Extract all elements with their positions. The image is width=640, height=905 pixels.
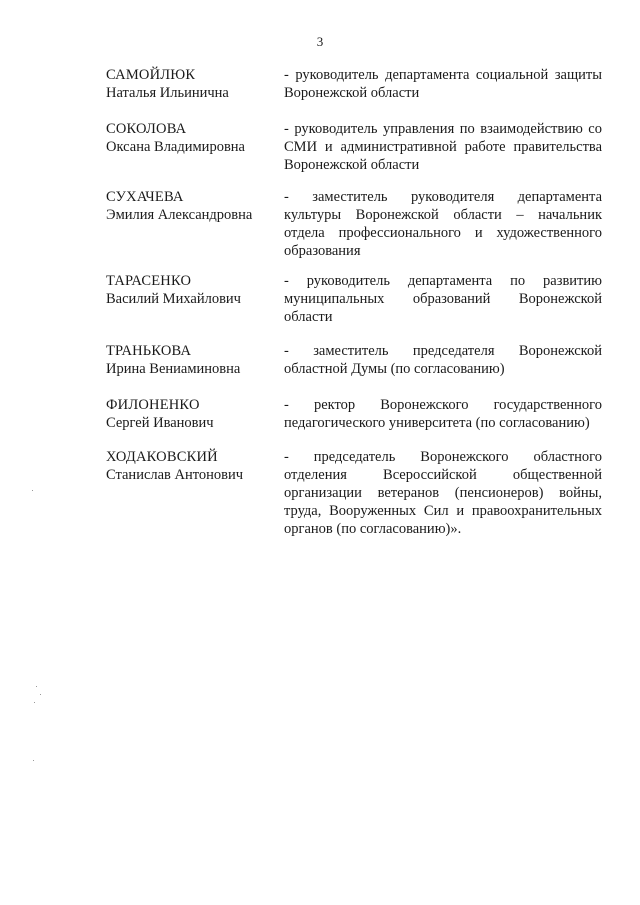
member-name [106, 396, 286, 432]
scan-speck [34, 702, 35, 703]
member-given-names: Ирина Вениаминовна [106, 361, 241, 377]
member-given-names: Сергей Иванович [106, 415, 214, 431]
role-line: отдела профессионального и художественного [284, 225, 602, 241]
role-line: - ректор Воронежского государственного [284, 397, 602, 413]
page-number: 3 [316, 34, 324, 49]
member-name [106, 272, 286, 308]
role-line: органов (по согласованию)». [284, 521, 462, 537]
role-line: области [284, 309, 333, 325]
member-role [284, 66, 602, 102]
role-line: СМИ и административной работе правительства [284, 139, 602, 155]
member-surname: САМОЙЛЮК [106, 67, 196, 83]
member-given-names: Василий Михайлович [106, 291, 241, 307]
role-line: культуры Воронежской области – начальник [284, 207, 602, 223]
role-line: Воронежской области [284, 157, 420, 173]
member-role [284, 120, 602, 174]
member-name [106, 120, 286, 156]
role-line: труда, Вооруженных Сил и правоохранительных [284, 503, 602, 519]
member-role [284, 272, 602, 326]
role-line: - заместитель председателя Воронежской [284, 343, 602, 359]
role-line: - руководитель департамента социальной защиты [284, 67, 602, 83]
member-surname: СОКОЛОВА [106, 121, 187, 137]
member-surname: ФИЛОНЕНКО [106, 397, 200, 413]
member-role [284, 342, 602, 378]
member-role [284, 448, 602, 538]
member-surname: ХОДАКОВСКИЙ [106, 449, 218, 465]
member-name [106, 342, 286, 378]
member-role [284, 396, 602, 432]
role-line: образования [284, 243, 361, 259]
member-surname: ТРАНЬКОВА [106, 343, 192, 359]
member-name [106, 188, 286, 224]
scan-speck [36, 686, 37, 687]
role-line: - председатель Воронежского областного [284, 449, 602, 465]
scan-speck [32, 490, 33, 491]
member-given-names: Станислав Антонович [106, 467, 244, 483]
member-given-names: Эмилия Александровна [106, 207, 253, 223]
scan-speck [33, 760, 34, 761]
role-line: - заместитель руководителя департамента [284, 189, 602, 205]
role-line: отделения Всероссийской общественной [284, 467, 602, 483]
member-given-names: Наталья Ильинична [106, 85, 229, 101]
role-line: - руководитель департамента по развитию [284, 273, 602, 289]
role-line: педагогического университета (по согласованию) [284, 415, 590, 431]
role-line: организации ветеранов (пенсионеров) войны, [284, 485, 602, 501]
member-surname: ТАРАСЕНКО [106, 273, 192, 289]
role-line: Воронежской области [284, 85, 420, 101]
member-surname: СУХАЧЕВА [106, 189, 184, 205]
role-line: областной Думы (по согласованию) [284, 361, 505, 377]
role-line: - руководитель управления по взаимодействию со [284, 121, 602, 137]
member-role [284, 188, 602, 260]
scan-speck [40, 694, 41, 695]
member-given-names: Оксана Владимировна [106, 139, 245, 155]
role-line: муниципальных образований Воронежской [284, 291, 602, 307]
member-name [106, 448, 286, 484]
member-name [106, 66, 286, 102]
